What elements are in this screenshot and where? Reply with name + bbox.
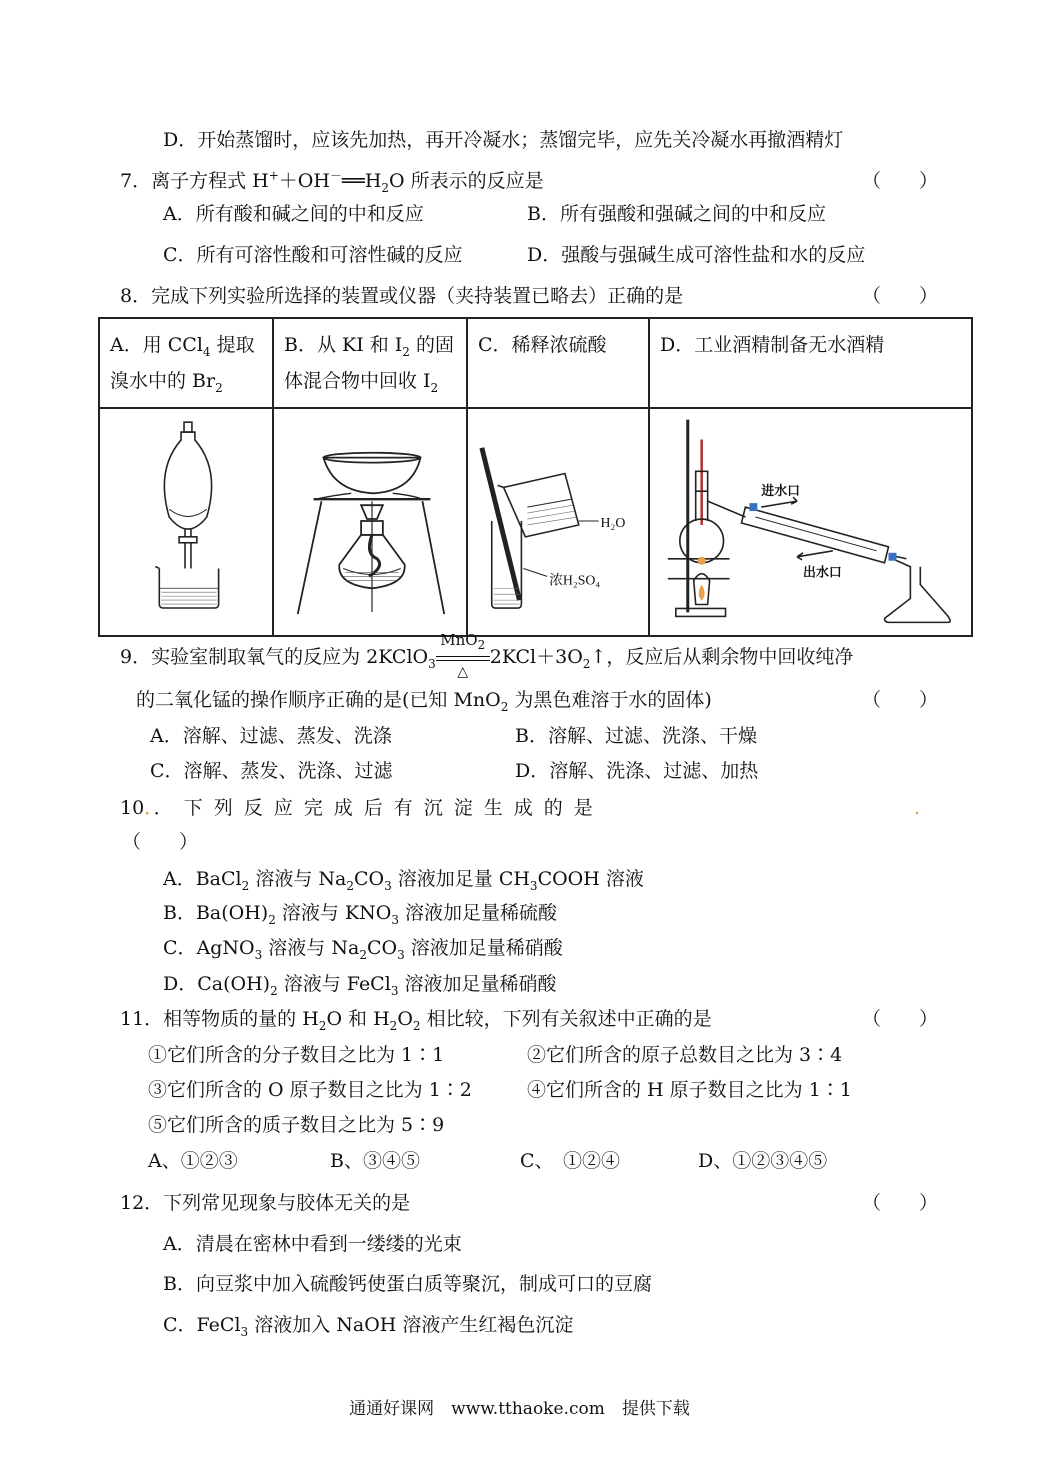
q8-cell-b-header: B．从 KI 和 $I_2$ 的固 体混合物中回收 $I_2$ xyxy=(273,318,467,408)
label-h2o: H₂O xyxy=(600,514,626,530)
q9-stem-line2: 的二氧化锰的操作顺序正确的是(已知 MnO$_2$ 为黑色难溶于水的固体) xyxy=(136,689,712,714)
q10-answer-paren: （ ） xyxy=(122,831,199,853)
q12-option-b: B．向豆浆中加入硫酸钙使蛋白质等聚沉，制成可口的豆腐 xyxy=(163,1273,652,1295)
q11-option-c: C、 ①②④ xyxy=(520,1150,621,1172)
q10-dot-right: . xyxy=(914,797,921,819)
page-footer: 通通好课网 www.tthaoke.com 提供下载 xyxy=(349,1399,690,1419)
q8-cell-d-figure xyxy=(649,408,972,636)
q10-option-b: B．$Ba(OH)_2$ 溶液与 $KNO_3$ 溶液加足量稀硫酸 xyxy=(163,902,558,927)
q12-answer-paren: （ ） xyxy=(862,1192,939,1214)
q8-stem: 8．完成下列实验所选择的装置或仪器（夹持装置已略去）正确的是 xyxy=(120,285,684,307)
q7-answer-paren: （ ） xyxy=(862,170,939,192)
label-water-outlet: 出水口 xyxy=(803,565,842,581)
q11-statement-1: ①它们所含的分子数目之比为 1∶1 xyxy=(148,1044,445,1066)
q10-option-d: D．$Ca(OH)_2$ 溶液与 FeCl$_3$ 溶液加足量稀硝酸 xyxy=(163,973,557,998)
q7-option-a: A．所有酸和碱之间的中和反应 xyxy=(163,203,424,225)
q9-answer-paren: （ ） xyxy=(862,689,939,711)
q7-stem: 7．离子方程式 $H^++OH^-══H_2O$ 所表示的反应是 xyxy=(120,168,544,195)
evaporating-dish-figure xyxy=(274,409,466,635)
q11-answer-paren: （ ） xyxy=(862,1008,939,1030)
separatory-funnel-figure xyxy=(100,409,272,635)
distillation-figure xyxy=(650,409,971,635)
q11-option-b: B、③④⑤ xyxy=(330,1150,420,1172)
dilution-figure xyxy=(468,409,648,635)
q9-stem-line1: 9．实验室制取氧气的反应为 2KClO$_3$ MnO$_2$ △ $2KCl+3O_2↑$，反应后从剩余物中回收纯净 xyxy=(120,631,854,680)
q9-reaction-condition: MnO$_2$ △ xyxy=(436,645,490,671)
q11-statement-4: ④它们所含的 H 原子数目之比为 1∶1 xyxy=(527,1079,852,1101)
q10-option-c: C．AgNO$_3$ 溶液与 $Na_2CO_3$ 溶液加足量稀硝酸 xyxy=(163,937,563,962)
q8-cell-c-header: C．稀释浓硫酸 xyxy=(467,318,649,408)
q8-cell-b-figure xyxy=(273,408,467,636)
q10-option-a: A．BaCl$_2$ 溶液与 $Na_2CO_3$ 溶液加足量 $CH_3COOH$ 溶液 xyxy=(163,868,644,893)
q8-answer-paren: （ ） xyxy=(862,285,939,307)
q7-option-c: C．所有可溶性酸和可溶性碱的反应 xyxy=(163,244,463,266)
q9-option-c: C．溶解、蒸发、洗涤、过滤 xyxy=(150,760,393,782)
q8-cell-a-figure xyxy=(99,408,273,636)
q12-option-c: C．FeCl$_3$ 溶液加入 NaOH 溶液产生红褐色沉淀 xyxy=(163,1314,574,1339)
q8-cell-c-figure xyxy=(467,408,649,636)
q6-option-d: D．开始蒸馏时，应该先加热，再开冷凝水；蒸馏完毕，应先关冷凝水再撤酒精灯 xyxy=(163,129,844,151)
q8-apparatus-table xyxy=(98,317,973,637)
q11-stem: 11．相等物质的量的 $H_2O$ 和 $H_2O_2$ 相比较，下列有关叙述中正确的是 xyxy=(120,1008,712,1033)
q10-stem: 10．．下列反应完成后有沉淀生成的是 xyxy=(120,797,604,819)
q11-option-d: D、①②③④⑤ xyxy=(698,1150,828,1172)
q11-statement-2: ②它们所含的原子总数目之比为 3∶4 xyxy=(527,1044,843,1066)
q8-cell-a-header: A．用 CCl$_4$ 提取 溴水中的 $Br_2$ xyxy=(99,318,273,408)
q9-option-b: B．溶解、过滤、洗涤、干燥 xyxy=(515,725,757,747)
label-conc-h2so4: 浓H₂SO₄ xyxy=(549,572,601,588)
q7-option-d: D．强酸与强碱生成可溶性盐和水的反应 xyxy=(527,244,866,266)
q12-option-a: A．清晨在密林中看到一缕缕的光束 xyxy=(163,1233,462,1255)
q11-option-a: A、①②③ xyxy=(148,1150,238,1172)
q9-option-a: A．溶解、过滤、蒸发、洗涤 xyxy=(150,725,392,747)
q9-option-d: D．溶解、洗涤、过滤、加热 xyxy=(515,760,759,782)
q12-stem: 12．下列常见现象与胶体无关的是 xyxy=(120,1192,411,1214)
q11-statement-5: ⑤它们所含的质子数目之比为 5∶9 xyxy=(148,1114,445,1136)
q7-option-b: B．所有强酸和强碱之间的中和反应 xyxy=(527,203,826,225)
label-water-inlet: 进水口 xyxy=(761,484,801,500)
q8-cell-d-header: D．工业酒精制备无水酒精 xyxy=(649,318,972,408)
q11-statement-3: ③它们所含的 O 原子数目之比为 1∶2 xyxy=(148,1079,472,1101)
